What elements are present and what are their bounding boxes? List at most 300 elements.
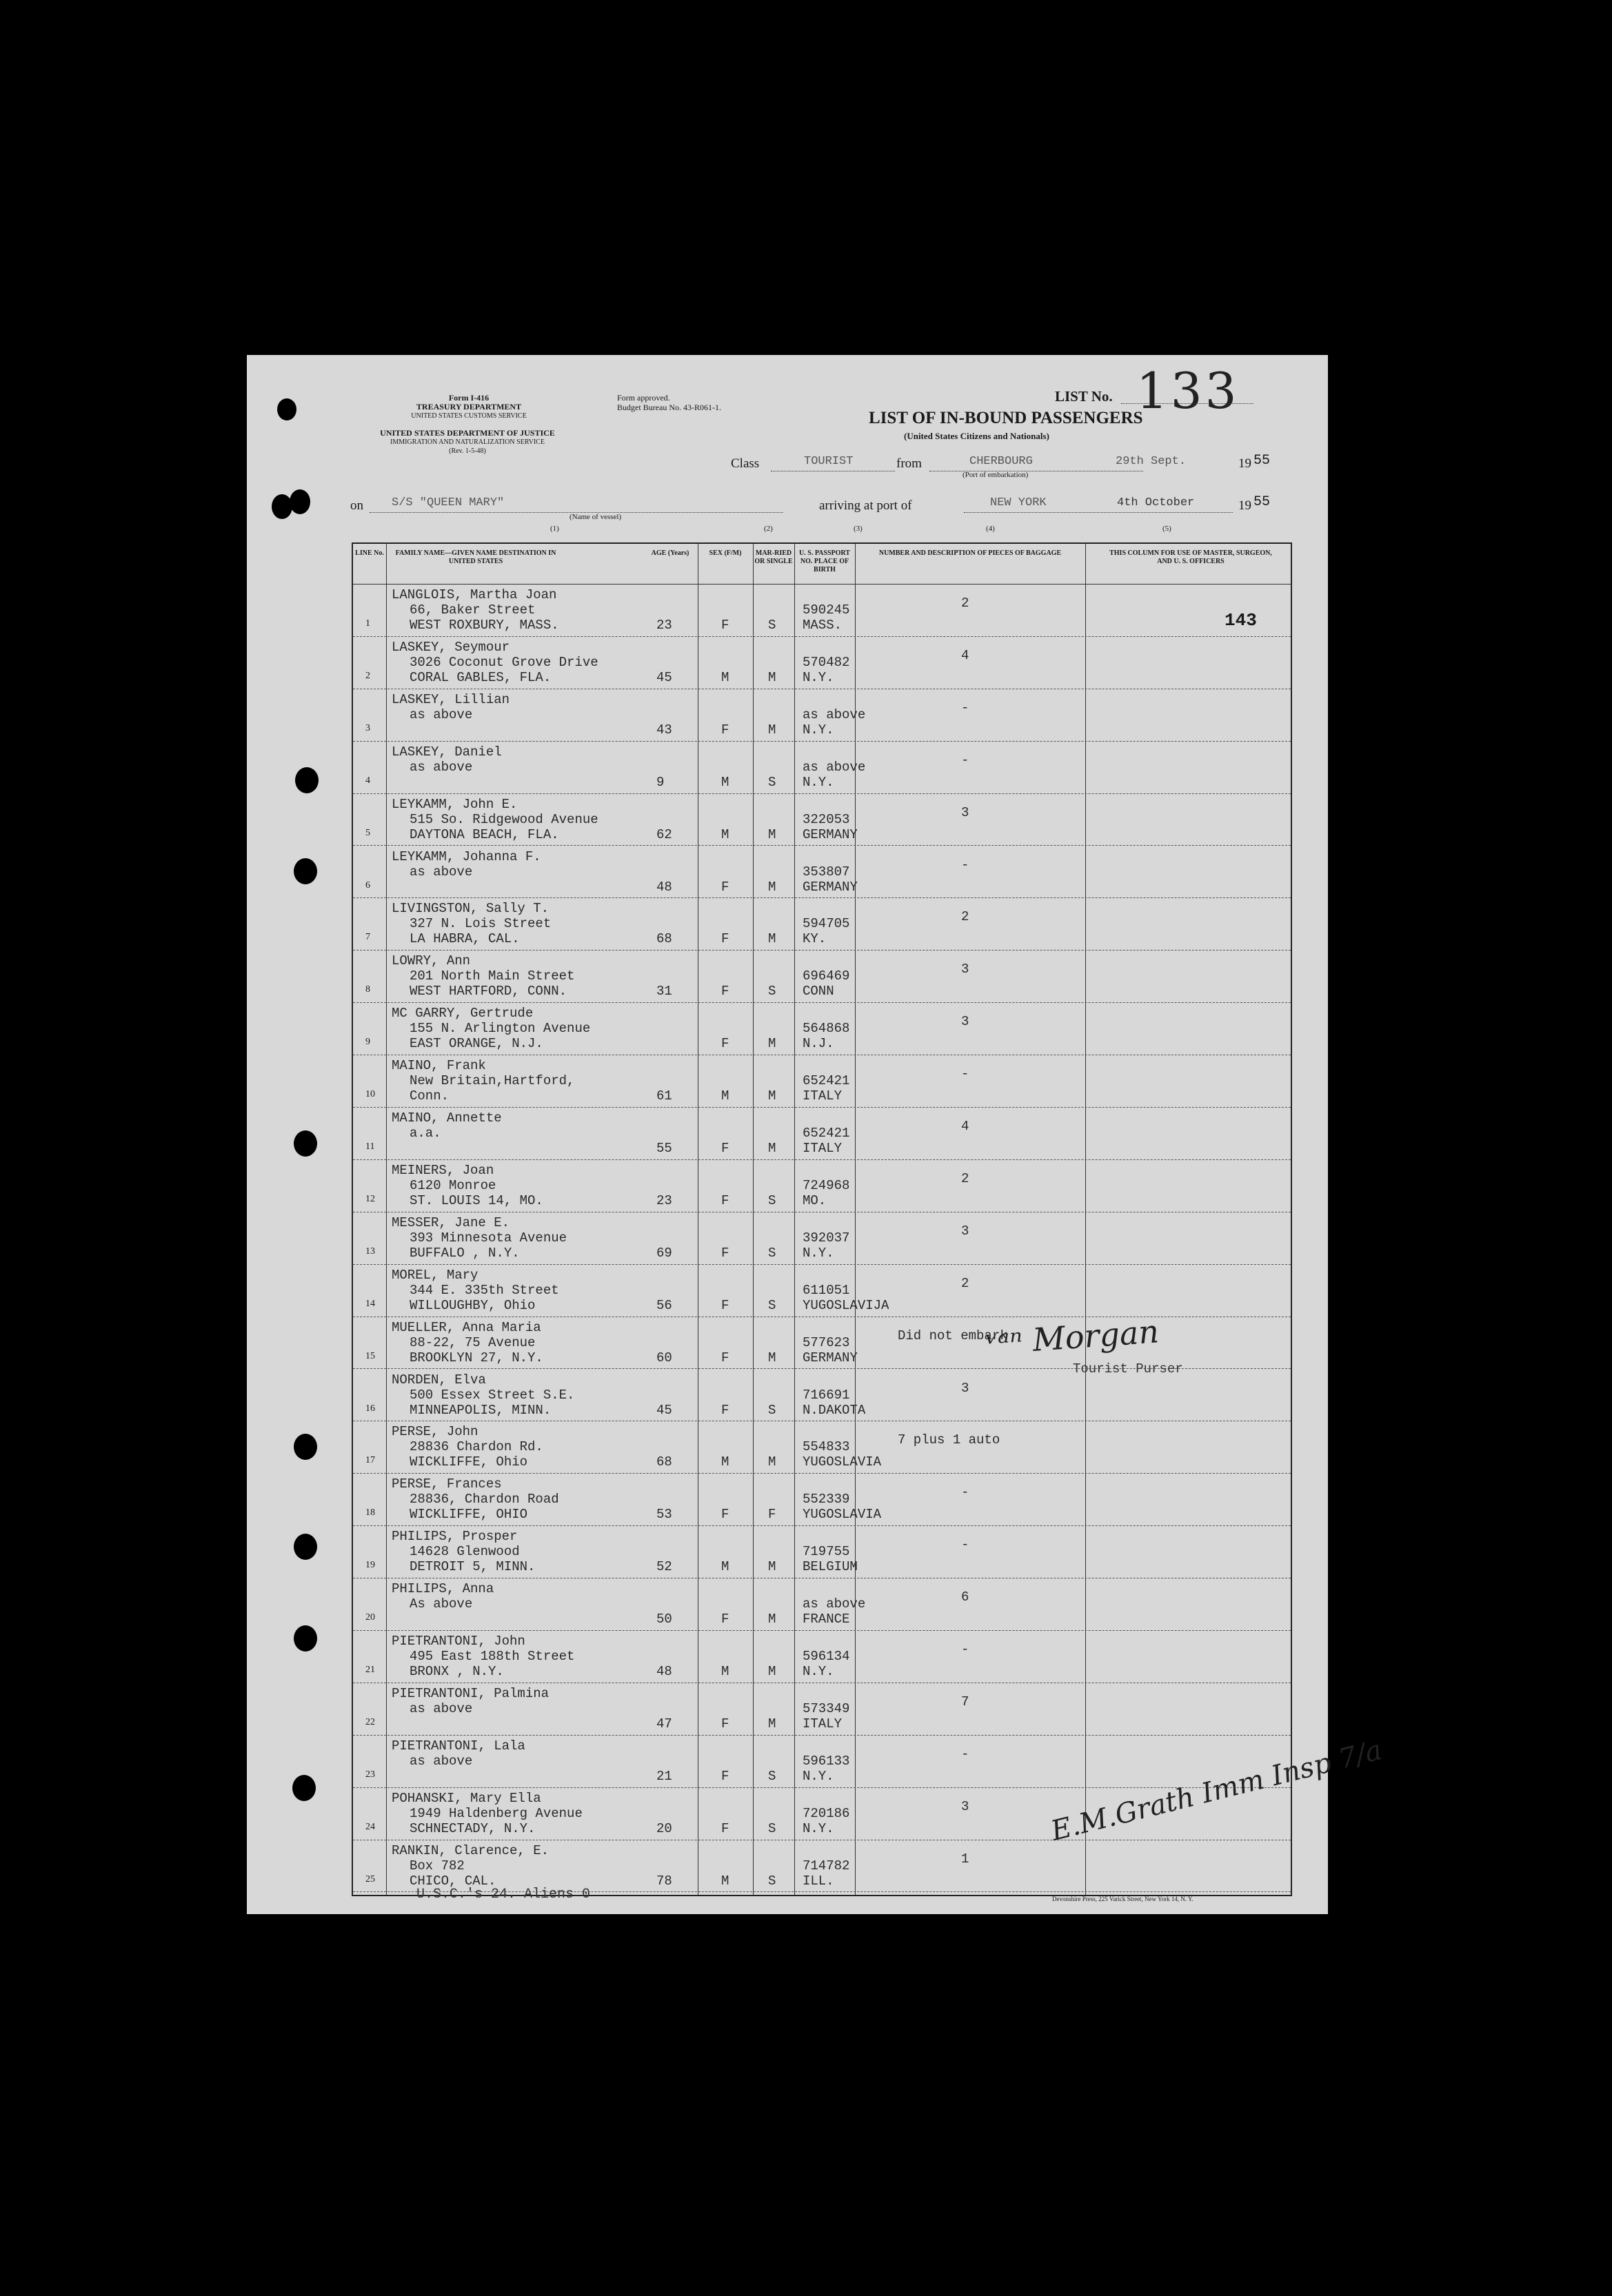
birth-place: GERMANY <box>803 1350 858 1365</box>
baggage-count: 6 <box>961 1589 969 1605</box>
age-value: 31 <box>656 984 672 999</box>
passenger-name: MOREL, Mary <box>392 1267 478 1283</box>
line-number: 6 <box>365 880 370 891</box>
baggage-count: 3 <box>961 1014 969 1030</box>
passport-number: 577623 <box>803 1334 850 1350</box>
table-row <box>353 1527 1291 1579</box>
sex-value: M <box>721 1088 729 1104</box>
birth-place: N.J. <box>803 1036 834 1052</box>
table-row <box>353 1841 1291 1893</box>
form-number: Form I-416 <box>448 393 490 403</box>
col-header-sex: SEX (F/M) <box>709 549 742 557</box>
row-divider <box>353 897 1291 898</box>
address-line-1: 155 N. Arlington Avenue <box>410 1021 591 1037</box>
age-value: 52 <box>656 1559 672 1575</box>
age-value: 48 <box>656 1664 672 1679</box>
birth-place: BELGIUM <box>803 1559 858 1575</box>
birth-place: N.Y. <box>803 1768 834 1784</box>
address-line-2: MINNEAPOLIS, MINN. <box>410 1402 552 1418</box>
line-number: 5 <box>365 827 370 838</box>
address-line-2: WICKLIFFE, Ohio <box>410 1454 528 1470</box>
col-mark-4: (4) <box>986 525 995 533</box>
passenger-name: PERSE, Frances <box>392 1476 502 1492</box>
marital-value: F <box>768 1507 776 1523</box>
manifest-page <box>247 355 1385 1914</box>
row-divider <box>353 950 1291 951</box>
passport-number: as above <box>803 1596 866 1612</box>
age-value: 61 <box>656 1088 672 1104</box>
address-line-2: DAYTONA BEACH, FLA. <box>410 826 559 842</box>
age-value: 23 <box>656 618 672 633</box>
age-value: 48 <box>656 879 672 895</box>
baggage-count: - <box>961 752 969 768</box>
baggage-count: - <box>961 1485 969 1501</box>
address-line-1: 201 North Main Street <box>410 968 575 984</box>
sex-value: F <box>721 1141 729 1156</box>
passenger-table <box>352 542 1292 1896</box>
passport-number: 552339 <box>803 1492 850 1507</box>
col-mark-3: (3) <box>854 525 863 533</box>
marital-value: M <box>768 722 776 738</box>
baggage-count: 7 plus 1 auto <box>898 1432 1000 1448</box>
address-line-1: 14628 Glenwood <box>410 1544 520 1560</box>
birth-place: N.DAKOTA <box>803 1402 866 1418</box>
address-line-1: 1949 Haldenberg Avenue <box>410 1805 583 1821</box>
col-header-baggage: NUMBER AND DESCRIPTION OF PIECES OF BAGGAGE <box>878 549 1062 557</box>
baggage-count: 3 <box>961 1380 969 1396</box>
line-number: 19 <box>365 1560 375 1571</box>
line-number: 8 <box>365 984 370 995</box>
sex-value: F <box>721 1820 729 1836</box>
embarkation-note: (Port of embarkation) <box>963 471 1029 479</box>
sex-value: F <box>721 1768 729 1784</box>
passport-number: 594705 <box>803 916 850 932</box>
passport-number: 719755 <box>803 1544 850 1560</box>
ins-heading: IMMIGRATION AND NATURALIZATION SERVICE <box>390 438 545 446</box>
sex-value: M <box>721 774 729 790</box>
passport-number: 611051 <box>803 1282 850 1298</box>
line-number: 1 <box>365 618 370 629</box>
birth-place: N.Y. <box>803 1245 834 1261</box>
passport-number: 392037 <box>803 1230 850 1246</box>
passport-number: 696469 <box>803 968 850 984</box>
age-value: 69 <box>656 1245 672 1261</box>
sex-value: F <box>721 1350 729 1365</box>
birth-place: N.Y. <box>803 722 834 738</box>
binder-hole <box>272 494 292 519</box>
passenger-name: MAINO, Frank <box>392 1058 486 1074</box>
address-line-1: Box 782 <box>410 1858 465 1873</box>
age-value: 56 <box>656 1297 672 1313</box>
birth-place: CONN <box>803 984 834 999</box>
passport-number: 564868 <box>803 1021 850 1037</box>
marital-value: S <box>768 774 776 790</box>
row-divider <box>353 1002 1291 1003</box>
passenger-name: RANKIN, Clarence, E. <box>392 1842 550 1858</box>
from-label: from <box>896 456 922 471</box>
col-header-marital: MAR-RIED OR SINGLE <box>754 549 793 565</box>
birth-place: GERMANY <box>803 826 858 842</box>
line-number: 25 <box>365 1873 375 1884</box>
printer-credit: Devonshire Press, 225 Varick Street, New York 14, N. Y. <box>1052 1896 1193 1902</box>
sex-value: F <box>721 1192 729 1208</box>
baggage-count: - <box>961 1537 969 1553</box>
address-line-1: 6120 Monroe <box>410 1177 496 1193</box>
passenger-name: LANGLOIS, Martha Joan <box>392 587 557 602</box>
address-line-1: a.a. <box>410 1126 441 1141</box>
line-number: 2 <box>365 670 370 681</box>
vessel-note: (Name of vessel) <box>570 513 622 521</box>
marital-value: M <box>768 1716 776 1731</box>
arriving-label: arriving at port of <box>819 498 912 513</box>
passport-number: 322053 <box>803 811 850 827</box>
passenger-name: MESSER, Jane E. <box>392 1215 510 1230</box>
col-header-officers: THIS COLUMN FOR USE OF MASTER, SURGEON, AND U. S. OFFICERS <box>1109 549 1272 565</box>
table-row <box>353 1684 1291 1736</box>
address-line-1: 28836 Chardon Rd. <box>410 1439 543 1455</box>
col-header-name: FAMILY NAME—GIVEN NAME DESTINATION IN UNITED STATES <box>395 549 556 565</box>
row-divider <box>353 1473 1291 1474</box>
baggage-count: 1 <box>961 1851 969 1867</box>
line-number: 12 <box>365 1193 375 1204</box>
baggage-count: 2 <box>961 1275 969 1291</box>
col-header-passport: U. S. PASSPORT NO. PLACE OF BIRTH <box>799 549 850 573</box>
passenger-name: LASKEY, Daniel <box>392 744 502 760</box>
address-line-2: ST. LOUIS 14, MO. <box>410 1192 543 1208</box>
age-value: 45 <box>656 1402 672 1418</box>
marital-value: M <box>768 1088 776 1104</box>
row-divider <box>353 1735 1291 1736</box>
address-line-1: 500 Essex Street S.E. <box>410 1387 575 1403</box>
passenger-name: NORDEN, Elva <box>392 1372 486 1388</box>
officer-signature: E.M.Grath Imm Insp 7/a <box>1047 1734 1385 1847</box>
list-no-label: LIST No. <box>1055 388 1113 405</box>
passenger-name: LASKEY, Lillian <box>392 691 510 707</box>
address-line-2: SCHNECTADY, N.Y. <box>410 1820 536 1836</box>
age-value: 68 <box>656 1454 672 1470</box>
passenger-name: LIVINGSTON, Sally T. <box>392 901 550 917</box>
birth-place: YUGOSLAVIJA <box>803 1297 889 1313</box>
birth-place: N.Y. <box>803 1820 834 1836</box>
baggage-count: - <box>961 857 969 873</box>
passport-number: 590245 <box>803 602 850 618</box>
passenger-name: MC GARRY, Gertrude <box>392 1006 534 1022</box>
baggage-count: 2 <box>961 596 969 611</box>
address-line-2: BROOKLYN 27, N.Y. <box>410 1350 543 1365</box>
marital-value: M <box>768 826 776 842</box>
marital-value: M <box>768 879 776 895</box>
binder-hole <box>294 1130 317 1157</box>
col-mark-5: (5) <box>1162 525 1171 533</box>
year-prefix-2: 19 <box>1238 498 1251 513</box>
baggage-count: 7 <box>961 1694 969 1709</box>
sex-value: F <box>721 1716 729 1731</box>
line-number: 3 <box>365 722 370 733</box>
birth-place: N.Y. <box>803 774 834 790</box>
binder-hole <box>292 1775 316 1801</box>
baggage-count: 3 <box>961 1798 969 1814</box>
line-number: 10 <box>365 1089 375 1100</box>
marital-value: M <box>768 669 776 685</box>
passenger-name: PIETRANTONI, Lala <box>392 1738 525 1754</box>
age-value: 20 <box>656 1820 672 1836</box>
binder-hole <box>294 1625 317 1652</box>
treasury-heading: TREASURY DEPARTMENT <box>416 402 522 412</box>
age-value: 50 <box>656 1612 672 1627</box>
line-number: 18 <box>365 1507 375 1518</box>
line-number: 7 <box>365 932 370 943</box>
table-row <box>353 1632 1291 1684</box>
sex-value: F <box>721 1245 729 1261</box>
address-line-2: BUFFALO , N.Y. <box>410 1245 520 1261</box>
age-value: 21 <box>656 1768 672 1784</box>
age-value: 45 <box>656 669 672 685</box>
table-row <box>353 1056 1291 1108</box>
birth-place: GERMANY <box>803 879 858 895</box>
marital-value: M <box>768 931 776 947</box>
marital-value: M <box>768 1350 776 1365</box>
age-value: 43 <box>656 722 672 738</box>
baggage-count: 4 <box>961 1119 969 1134</box>
col-header-line: LINE No. <box>355 549 384 557</box>
table-row <box>353 1213 1291 1266</box>
row-divider <box>353 845 1291 846</box>
address-line-2: WILLOUGHBY, Ohio <box>410 1297 536 1313</box>
table-row <box>353 742 1291 795</box>
table-row <box>353 1370 1291 1423</box>
line-number: 15 <box>365 1350 375 1361</box>
marital-value: M <box>768 1559 776 1575</box>
arrival-port: NEW YORK <box>990 496 1047 509</box>
passenger-name: PERSE, John <box>392 1424 478 1440</box>
passenger-name: LASKEY, Seymour <box>392 639 510 655</box>
passport-number: 716691 <box>803 1387 850 1403</box>
binder-hole <box>294 858 317 884</box>
table-row <box>353 951 1291 1004</box>
address-line-1: as above <box>410 759 473 775</box>
line-number: 16 <box>365 1403 375 1414</box>
birth-place: ITALY <box>803 1088 843 1104</box>
address-line-1: New Britain,Hartford, <box>410 1073 575 1089</box>
arrival-date: 4th October <box>1117 496 1195 509</box>
address-line-1: 495 East 188th Street <box>410 1649 575 1664</box>
birth-place: MASS. <box>803 618 843 633</box>
table-row <box>353 1474 1291 1527</box>
sex-value: F <box>721 1612 729 1627</box>
address-line-1: 327 N. Lois Street <box>410 916 552 932</box>
row-divider <box>353 1525 1291 1526</box>
birth-place: YUGOSLAVIA <box>803 1507 882 1523</box>
sex-value: M <box>721 1873 729 1889</box>
row-divider <box>353 793 1291 794</box>
embarkation-port: CHERBOURG <box>969 455 1033 468</box>
address-line-2: CHICO, CAL. <box>410 1873 496 1889</box>
row-divider <box>353 741 1291 742</box>
baggage-count: 2 <box>961 909 969 925</box>
table-row <box>353 638 1291 690</box>
sex-value: F <box>721 984 729 999</box>
passport-number: 353807 <box>803 864 850 880</box>
marital-value: S <box>768 1297 776 1313</box>
address-line-2: BRONX , N.Y. <box>410 1664 504 1679</box>
passenger-name: PIETRANTONI, Palmina <box>392 1685 550 1701</box>
passport-number: 724968 <box>803 1177 850 1193</box>
address-line-1: as above <box>410 1753 473 1769</box>
passport-number: 554833 <box>803 1439 850 1455</box>
row-divider <box>353 636 1291 637</box>
marital-value: S <box>768 1192 776 1208</box>
officer-number: 143 <box>1225 610 1257 631</box>
binder-hole <box>294 1534 317 1560</box>
table-row <box>353 795 1291 847</box>
year-suffix: 55 <box>1253 453 1271 469</box>
passenger-name: LEYKAMM, Johanna F. <box>392 849 541 864</box>
sex-value: M <box>721 1559 729 1575</box>
purser-signature: ᵛᵃⁿ Morgan <box>985 1312 1160 1362</box>
line-number: 24 <box>365 1821 375 1832</box>
address-line-2: WEST HARTFORD, CONN. <box>410 984 567 999</box>
marital-value: S <box>768 1873 776 1889</box>
age-value: 55 <box>656 1141 672 1156</box>
passport-number: 652421 <box>803 1073 850 1089</box>
birth-place: ITALY <box>803 1716 843 1731</box>
address-line-1: 88-22, 75 Avenue <box>410 1334 536 1350</box>
address-line-2: WICKLIFFE, OHIO <box>410 1507 528 1523</box>
table-row <box>353 690 1291 742</box>
address-line-2: EAST ORANGE, N.J. <box>410 1036 543 1052</box>
address-line-2: LA HABRA, CAL. <box>410 931 520 947</box>
address-line-1: 28836, Chardon Road <box>410 1492 559 1507</box>
table-row <box>353 1108 1291 1161</box>
address-line-1: as above <box>410 864 473 880</box>
year-prefix: 19 <box>1238 456 1251 471</box>
line-number: 4 <box>365 775 370 786</box>
budget-bureau: Budget Bureau No. 43-R061-1. <box>617 403 721 412</box>
departure-date: 29th Sept. <box>1116 455 1187 468</box>
passenger-name: MAINO, Annette <box>392 1110 502 1126</box>
row-divider <box>353 1630 1291 1631</box>
binder-hole <box>277 398 296 420</box>
manifest-title: LIST OF IN-BOUND PASSENGERS <box>869 409 1143 427</box>
birth-place: FRANCE <box>803 1612 850 1627</box>
line-number: 23 <box>365 1769 375 1780</box>
baggage-count: 3 <box>961 962 969 977</box>
baggage-count: 3 <box>961 1223 969 1239</box>
baggage-count: - <box>961 1066 969 1082</box>
manifest-subtitle: (United States Citizens and Nationals) <box>904 431 1049 441</box>
marital-value: M <box>768 1036 776 1052</box>
passenger-name: LOWRY, Ann <box>392 953 471 969</box>
sex-value: F <box>721 879 729 895</box>
row-divider <box>353 1159 1291 1160</box>
baggage-count: - <box>961 700 969 715</box>
line-number: 21 <box>365 1665 375 1675</box>
table-row <box>353 1422 1291 1474</box>
passenger-name: PIETRANTONI, John <box>392 1634 525 1649</box>
address-line-1: 66, Baker Street <box>410 602 536 618</box>
marital-value: M <box>768 1141 776 1156</box>
passenger-name: PHILIPS, Prosper <box>392 1529 518 1545</box>
passport-number: as above <box>803 707 866 722</box>
line-number: 17 <box>365 1455 375 1466</box>
col-mark-2: (2) <box>764 525 773 533</box>
marital-value: S <box>768 984 776 999</box>
birth-place: MO. <box>803 1192 827 1208</box>
address-line-1: 393 Minnesota Avenue <box>410 1230 567 1246</box>
address-line-2: DETROIT 5, MINN. <box>410 1559 536 1575</box>
row-divider <box>353 1264 1291 1265</box>
marital-value: S <box>768 618 776 633</box>
line-number: 20 <box>365 1612 375 1623</box>
passport-number: 714782 <box>803 1858 850 1873</box>
age-value: 78 <box>656 1873 672 1889</box>
table-row <box>353 847 1291 900</box>
passenger-name: POHANSKI, Mary Ella <box>392 1790 541 1806</box>
year-suffix-2: 55 <box>1253 494 1271 510</box>
table-row <box>353 1736 1291 1789</box>
binder-hole <box>295 767 319 793</box>
table-row <box>353 1161 1291 1213</box>
address-line-1: As above <box>410 1596 473 1612</box>
baggage-count: 4 <box>961 647 969 663</box>
age-value: 53 <box>656 1507 672 1523</box>
revision-date: (Rev. 1-5-48) <box>449 447 486 455</box>
binder-hole <box>290 489 310 514</box>
sex-value: F <box>721 1507 729 1523</box>
birth-place: YUGOSLAVIA <box>803 1454 882 1470</box>
age-value: 60 <box>656 1350 672 1365</box>
marital-value: M <box>768 1612 776 1627</box>
passenger-name: MEINERS, Joan <box>392 1162 494 1178</box>
birth-place: KY. <box>803 931 827 947</box>
sex-value: M <box>721 1454 729 1470</box>
age-value: 23 <box>656 1192 672 1208</box>
age-value: 68 <box>656 931 672 947</box>
sex-value: F <box>721 1036 729 1052</box>
table-row <box>353 899 1291 951</box>
passport-number: 596134 <box>803 1649 850 1664</box>
passenger-name: PHILIPS, Anna <box>392 1581 494 1597</box>
sex-value: M <box>721 669 729 685</box>
sex-value: F <box>721 1402 729 1418</box>
col-header-age: AGE (Years) <box>651 549 689 557</box>
line-number: 13 <box>365 1246 375 1257</box>
footer-total: U.S.C.'s 24. Aliens 0 <box>416 1887 591 1902</box>
baggage-count: 3 <box>961 804 969 820</box>
address-line-2: WEST ROXBURY, MASS. <box>410 618 559 633</box>
age-value: 62 <box>656 826 672 842</box>
passport-number: 596133 <box>803 1753 850 1769</box>
justice-heading: UNITED STATES DEPARTMENT OF JUSTICE <box>380 428 555 438</box>
vessel-name: S/S "QUEEN MARY" <box>392 496 505 509</box>
line-number: 11 <box>365 1141 375 1152</box>
birth-place: N.Y. <box>803 1664 834 1679</box>
form-approved: Form approved. <box>617 393 670 403</box>
sex-value: F <box>721 722 729 738</box>
address-line-1: as above <box>410 707 473 722</box>
class-value: TOURIST <box>804 455 854 468</box>
address-line-1: 344 E. 335th Street <box>410 1282 559 1298</box>
marital-value: S <box>768 1245 776 1261</box>
passport-number: as above <box>803 759 866 775</box>
passenger-name: LEYKAMM, John E. <box>392 796 518 812</box>
row-divider <box>353 1787 1291 1788</box>
sex-value: F <box>721 1297 729 1313</box>
birth-place: ILL. <box>803 1873 834 1889</box>
sex-value: M <box>721 1664 729 1679</box>
birth-place: ITALY <box>803 1141 843 1156</box>
baggage-count: - <box>961 1746 969 1762</box>
